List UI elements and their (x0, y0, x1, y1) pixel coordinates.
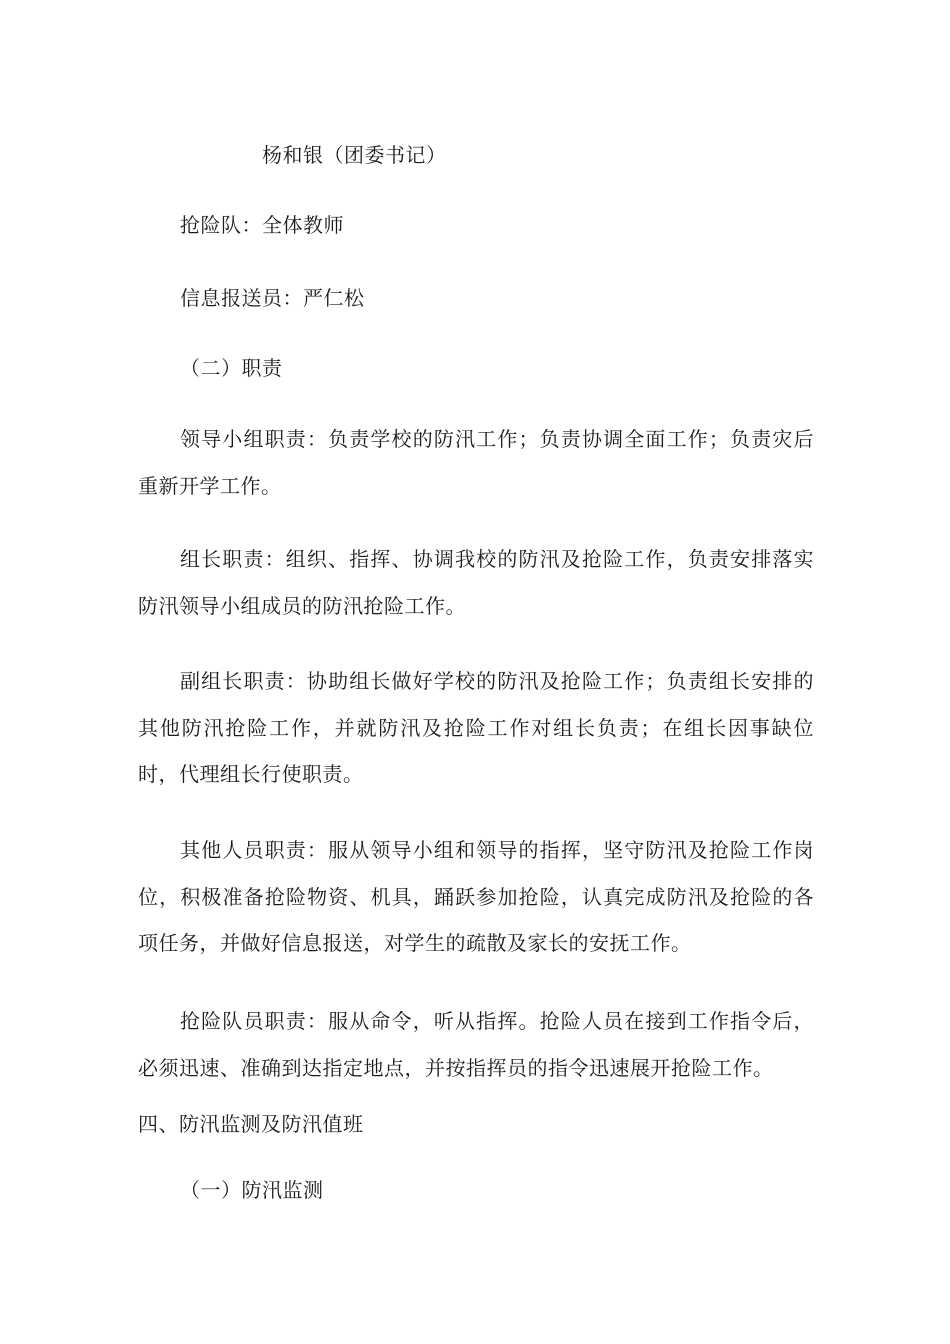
leader-group-duties-paragraph: 领导小组职责：负责学校的防汛工作；负责协调全面工作；负责灾后重新开学工作。 (138, 427, 814, 498)
other-staff-duties-paragraph: 其他人员职责：服从领导小组和领导的指挥，坚守防汛及抢险工作岗位，积极准备抢险物资、机具，踊跃参加抢险，认真完成防汛及抢险的各项任务，并做好信息报送，对学生的疏散及家长的安抚工作。 (138, 838, 814, 955)
rescue-member-duties-paragraph: 抢险队员职责：服从命令，听从指挥。抢险人员在接到工作指令后，必须迅速、准确到达指定地点，并按指挥员的指令迅速展开抢险工作。 (138, 1009, 814, 1080)
rescue-team-line: 抢险队：全体教师 (180, 213, 344, 237)
member-yang-line: 杨和银（团委书记） (262, 143, 447, 167)
team-leader-duties-paragraph: 组长职责：组织、指挥、协调我校的防汛及抢险工作，负责安排落实防汛领导小组成员的防汛抢险工作。 (138, 547, 814, 618)
section-duties-heading: （二）职责 (180, 356, 283, 380)
subsection-monitoring-heading: （一）防汛监测 (180, 1178, 324, 1202)
section-four-heading: 四、防汛监测及防汛值班 (138, 1112, 364, 1136)
info-reporter-line: 信息报送员：严仁松 (180, 286, 365, 310)
deputy-leader-duties-paragraph: 副组长职责：协助组长做好学校的防汛及抢险工作；负责组长安排的其他防汛抢险工作，并就防汛及抢险工作对组长负责；在组长因事缺位时，代理组长行使职责。 (138, 669, 814, 786)
